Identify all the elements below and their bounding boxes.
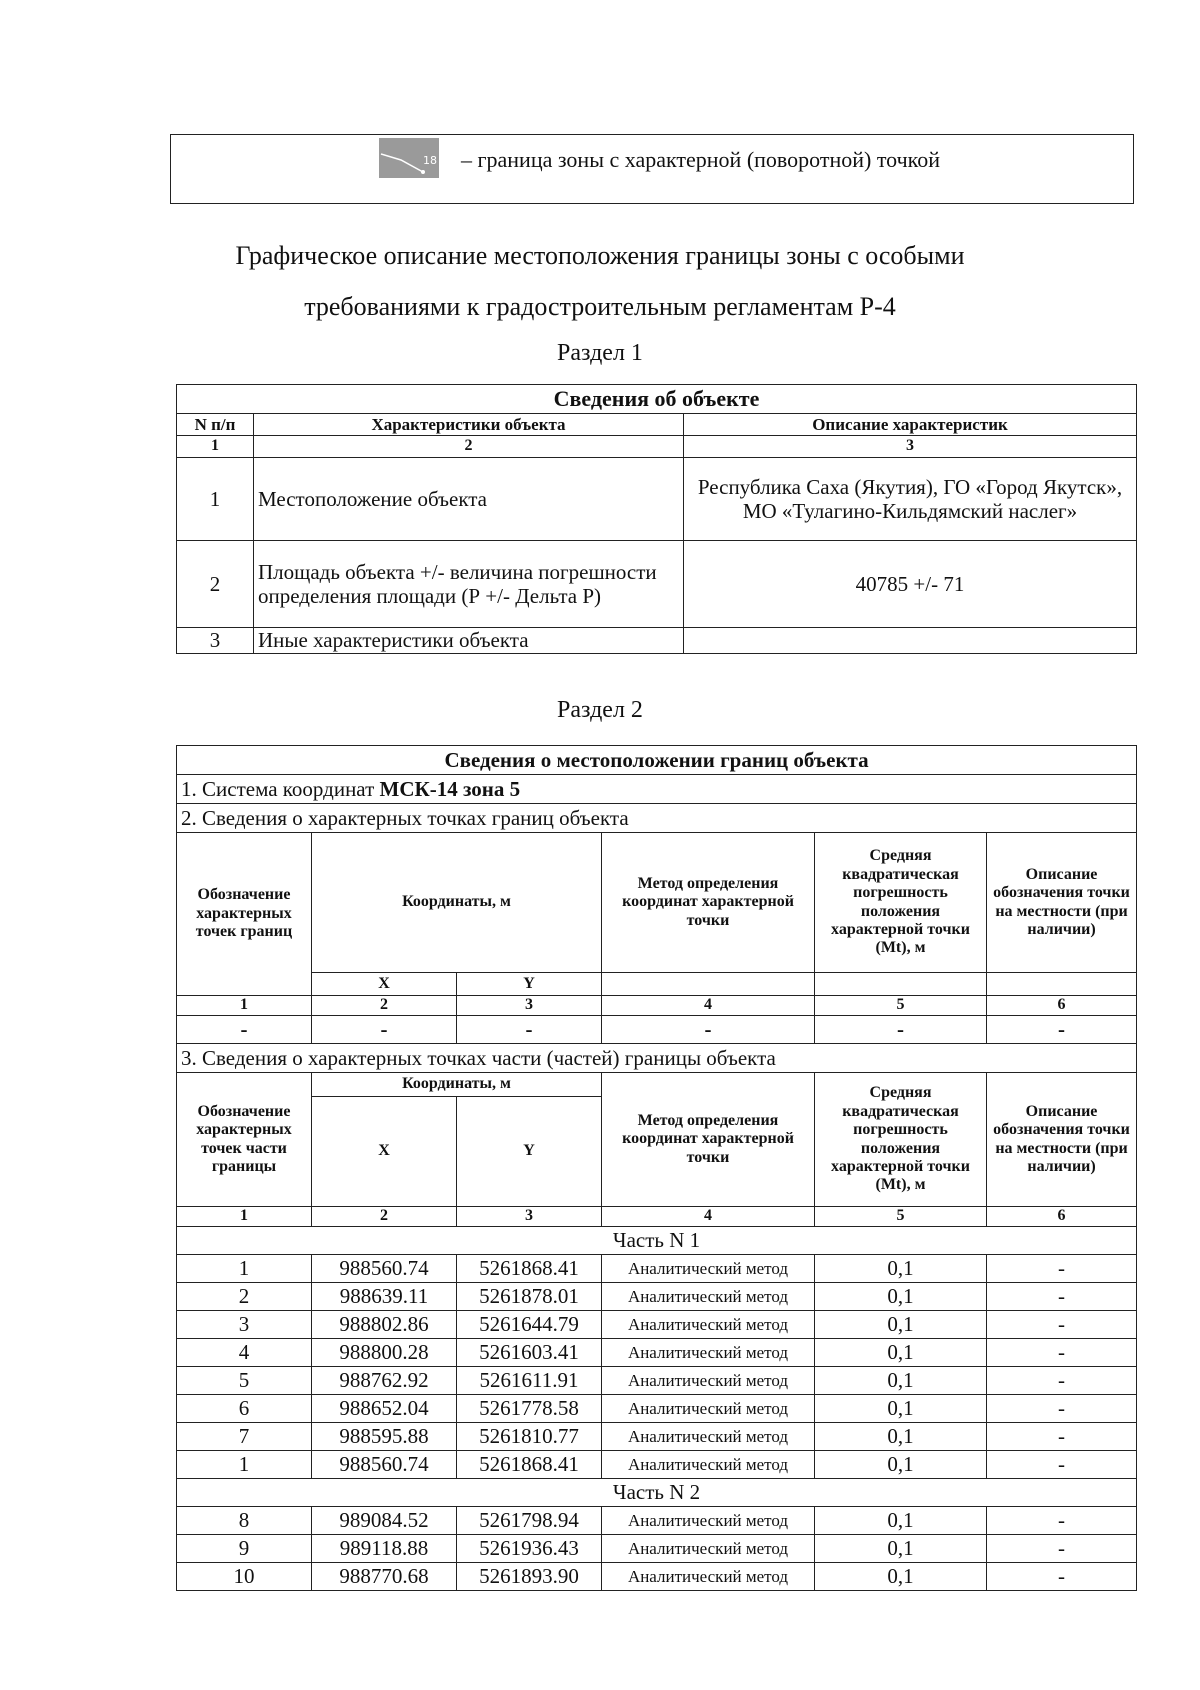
column-header: Описание характеристик xyxy=(684,414,1137,436)
dash-cell: - xyxy=(457,1016,602,1044)
svg-text:18: 18 xyxy=(423,154,437,167)
parts-section-title: 3. Сведения о характерных точках части (частей) границы объекта xyxy=(177,1044,1137,1073)
legend-box xyxy=(170,134,1134,204)
coord-x: 988595.88 xyxy=(312,1423,457,1451)
point-number: 8 xyxy=(177,1507,312,1535)
header-error: Средняя квадратическая погрешность положения характерной точки (Mt), м xyxy=(815,1073,987,1207)
row-number: 3 xyxy=(177,628,254,654)
header-y: Y xyxy=(457,973,602,996)
dash-cell: - xyxy=(815,1016,987,1044)
header-x: X xyxy=(312,973,457,996)
header-method: Метод определения координат характерной точки xyxy=(602,1073,815,1207)
coord-x: 989118.88 xyxy=(312,1535,457,1563)
table-row xyxy=(177,628,1137,654)
characteristic-name: Площадь объекта +/- величина погрешности определения площади (Р +/- Дельта Р) xyxy=(254,541,684,628)
error-value: 0,1 xyxy=(815,1423,987,1451)
header-coordinates: Координаты, м xyxy=(312,1073,602,1097)
error-value: 0,1 xyxy=(815,1283,987,1311)
part2-rows xyxy=(177,1507,1137,1591)
part1-label: Часть N 1 xyxy=(177,1227,1137,1255)
method-cell: Аналитический метод xyxy=(602,1563,815,1591)
dash-cell: - xyxy=(312,1016,457,1044)
table-row xyxy=(177,1395,1137,1423)
table-row xyxy=(177,1507,1137,1535)
section2-heading: Раздел 2 xyxy=(557,697,643,723)
coord-x: 988762.92 xyxy=(312,1367,457,1395)
table-row xyxy=(177,458,1137,541)
column-number: 2 xyxy=(312,996,457,1016)
point-number: 6 xyxy=(177,1395,312,1423)
coord-y: 5261798.94 xyxy=(457,1507,602,1535)
characteristic-value xyxy=(684,628,1137,654)
coord-x: 988652.04 xyxy=(312,1395,457,1423)
error-value: 0,1 xyxy=(815,1563,987,1591)
dash-cell: - xyxy=(177,1016,312,1044)
error-value: 0,1 xyxy=(815,1339,987,1367)
error-value: 0,1 xyxy=(815,1451,987,1479)
part2-label: Часть N 2 xyxy=(177,1479,1137,1507)
point-number: 7 xyxy=(177,1423,312,1451)
document-title-line1: Графическое описание местоположения границы зоны с особыми xyxy=(235,241,965,270)
coord-system-line xyxy=(177,775,1137,804)
point-number: 4 xyxy=(177,1339,312,1367)
method-cell: Аналитический метод xyxy=(602,1255,815,1283)
point-number: 1 xyxy=(177,1255,312,1283)
table-caption: Сведения об объекте xyxy=(177,385,1137,414)
coord-y: 5261936.43 xyxy=(457,1535,602,1563)
coord-y: 5261810.77 xyxy=(457,1423,602,1451)
method-cell: Аналитический метод xyxy=(602,1451,815,1479)
coord-x: 988802.86 xyxy=(312,1311,457,1339)
column-number: 6 xyxy=(987,996,1137,1016)
point-description: - xyxy=(987,1367,1137,1395)
characteristic-value: Республика Саха (Якутия), ГО «Город Якутск», МО «Тулагино-Кильдямский наслег» xyxy=(684,458,1137,541)
header-points-part: Обозначение характерных точек части границы xyxy=(177,1073,312,1207)
point-description: - xyxy=(987,1395,1137,1423)
column-number: 3 xyxy=(457,1207,602,1227)
point-description: - xyxy=(987,1255,1137,1283)
coord-system-value: МСК-14 зона 5 xyxy=(379,776,521,801)
column-number: 1 xyxy=(177,436,254,458)
error-value: 0,1 xyxy=(815,1255,987,1283)
point-description: - xyxy=(987,1339,1137,1367)
column-number: 5 xyxy=(815,996,987,1016)
error-value: 0,1 xyxy=(815,1535,987,1563)
table-row xyxy=(177,1451,1137,1479)
point-number: 1 xyxy=(177,1451,312,1479)
coord-y: 5261611.91 xyxy=(457,1367,602,1395)
table-row xyxy=(177,1339,1137,1367)
dash-cell: - xyxy=(602,1016,815,1044)
coord-x: 988800.28 xyxy=(312,1339,457,1367)
header-x: X xyxy=(312,1097,457,1207)
coord-x: 988770.68 xyxy=(312,1563,457,1591)
point-description: - xyxy=(987,1283,1137,1311)
legend-text: – граница зоны с характерной (поворотной) точкой xyxy=(461,147,941,172)
error-value: 0,1 xyxy=(815,1507,987,1535)
column-number: 5 xyxy=(815,1207,987,1227)
characteristic-name: Местоположение объекта xyxy=(254,458,684,541)
point-description: - xyxy=(987,1423,1137,1451)
header-method: Метод определения координат характерной точки xyxy=(602,833,815,973)
coord-y: 5261893.90 xyxy=(457,1563,602,1591)
point-description: - xyxy=(987,1451,1137,1479)
method-cell: Аналитический метод xyxy=(602,1535,815,1563)
header-error: Средняя квадратическая погрешность положения характерной точки (Mt), м xyxy=(815,833,987,973)
column-number: 2 xyxy=(312,1207,457,1227)
table-row xyxy=(177,1423,1137,1451)
point-description: - xyxy=(987,1507,1137,1535)
method-cell: Аналитический метод xyxy=(602,1367,815,1395)
empty-points-row xyxy=(177,1016,1137,1044)
column-number: 6 xyxy=(987,1207,1137,1227)
table-row xyxy=(177,1563,1137,1591)
coord-x: 988560.74 xyxy=(312,1451,457,1479)
point-number: 10 xyxy=(177,1563,312,1591)
table-row xyxy=(177,541,1137,628)
column-number: 4 xyxy=(602,996,815,1016)
row-number: 1 xyxy=(177,458,254,541)
characteristic-value: 40785 +/- 71 xyxy=(684,541,1137,628)
column-header: N п/п xyxy=(177,414,254,436)
method-cell: Аналитический метод xyxy=(602,1339,815,1367)
point-description: - xyxy=(987,1563,1137,1591)
dash-cell: - xyxy=(987,1016,1137,1044)
error-value: 0,1 xyxy=(815,1311,987,1339)
method-cell: Аналитический метод xyxy=(602,1283,815,1311)
column-number: 3 xyxy=(684,436,1137,458)
coord-y: 5261603.41 xyxy=(457,1339,602,1367)
table-caption: Сведения о местоположении границ объекта xyxy=(177,746,1137,775)
part1-rows xyxy=(177,1255,1137,1479)
error-value: 0,1 xyxy=(815,1367,987,1395)
coord-y: 5261878.01 xyxy=(457,1283,602,1311)
section1-heading: Раздел 1 xyxy=(557,340,643,366)
row-number: 2 xyxy=(177,541,254,628)
error-value: 0,1 xyxy=(815,1395,987,1423)
point-description: - xyxy=(987,1535,1137,1563)
coord-system-prefix: 1. Система координат xyxy=(181,776,380,801)
table-row xyxy=(177,1255,1137,1283)
method-cell: Аналитический метод xyxy=(602,1395,815,1423)
table-row xyxy=(177,1367,1137,1395)
coord-x: 989084.52 xyxy=(312,1507,457,1535)
coord-y: 5261868.41 xyxy=(457,1451,602,1479)
column-header: Характеристики объекта xyxy=(254,414,684,436)
point-number: 5 xyxy=(177,1367,312,1395)
header-description: Описание обозначения точки на местности (при наличии) xyxy=(987,1073,1137,1207)
document-title-line2: требованиями к градостроительным регламентам Р-4 xyxy=(304,292,896,321)
object-info-table xyxy=(176,384,1137,654)
column-number: 1 xyxy=(177,996,312,1016)
header-y: Y xyxy=(457,1097,602,1207)
method-cell: Аналитический метод xyxy=(602,1507,815,1535)
coord-x: 988560.74 xyxy=(312,1255,457,1283)
header-coordinates: Координаты, м xyxy=(312,833,602,973)
coord-x: 988639.11 xyxy=(312,1283,457,1311)
table-row xyxy=(177,1535,1137,1563)
header-description: Описание обозначения точки на местности (при наличии) xyxy=(987,833,1137,973)
point-description: - xyxy=(987,1311,1137,1339)
coord-y: 5261644.79 xyxy=(457,1311,602,1339)
method-cell: Аналитический метод xyxy=(602,1311,815,1339)
column-number: 3 xyxy=(457,996,602,1016)
boundary-point-icon xyxy=(379,138,439,178)
method-cell: Аналитический метод xyxy=(602,1423,815,1451)
characteristic-name: Иные характеристики объекта xyxy=(254,628,684,654)
column-number: 1 xyxy=(177,1207,312,1227)
column-number: 4 xyxy=(602,1207,815,1227)
table-row xyxy=(177,1311,1137,1339)
coord-y: 5261778.58 xyxy=(457,1395,602,1423)
point-number: 3 xyxy=(177,1311,312,1339)
point-number: 2 xyxy=(177,1283,312,1311)
coord-y: 5261868.41 xyxy=(457,1255,602,1283)
header-points: Обозначение характерных точек границ xyxy=(177,833,312,996)
points-section-title: 2. Сведения о характерных точках границ объекта xyxy=(177,804,1137,833)
table-row xyxy=(177,1283,1137,1311)
column-number: 2 xyxy=(254,436,684,458)
boundary-coordinates-table xyxy=(176,745,1137,1591)
point-number: 9 xyxy=(177,1535,312,1563)
